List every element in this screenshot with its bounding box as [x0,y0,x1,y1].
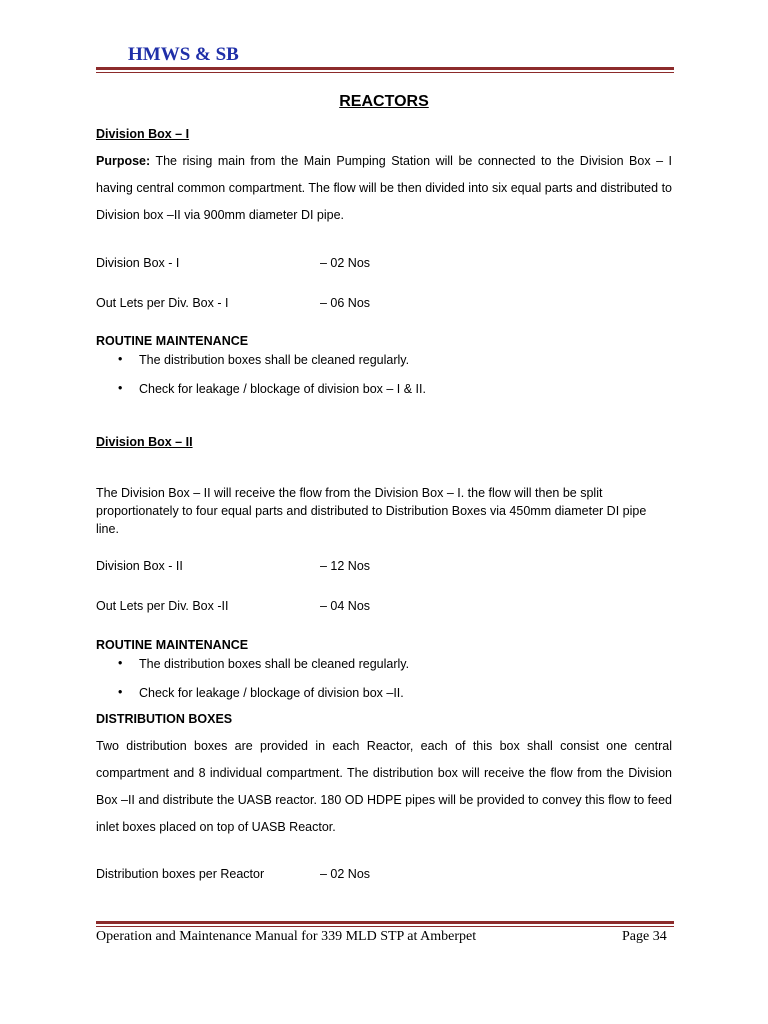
bullet-icon: • [118,685,123,699]
bullet-icon: • [118,656,123,670]
footer-manual-title: Operation and Maintenance Manual for 339 MLD STP at Amberpet [96,929,477,944]
row-value: – 02 Nos [320,867,371,881]
row-label: Out Lets per Div. Box -II [96,599,229,613]
distribution-boxes-paragraph: Two distribution boxes are provided in each Reactor, each of this box shall consist one central compartment and 8 individual compartment. The distribution box will receive the flow from the Division Box –II and distribute the UASB reactor. 180 OD HDPE pipes will be provided to convey this flow to feed inlet boxes placed on top of UASB Reactor. [96,739,672,834]
row-label: Out Lets per Div. Box - I [96,296,229,310]
header-title: HMWS & SB [128,44,239,65]
list-item: The distribution boxes shall be cleaned regularly. [139,353,410,367]
section-heading-division-box-1: Division Box – I [96,127,190,141]
division-box-2-paragraph: The Division Box – II will receive the flow from the Division Box – I. the flow will then be split proportionately to four equal parts and distributed to Distribution Boxes via 450mm diameter DI pipe line. [96,486,647,536]
list-item: The distribution boxes shall be cleaned regularly. [139,657,410,671]
section-heading-division-box-2: Division Box – II [96,435,193,449]
list-item: Check for leakage / blockage of division box – I & II. [139,382,426,396]
row-label: Division Box - II [96,559,183,573]
maintenance-heading: ROUTINE MAINTENANCE [96,334,249,348]
list-item: Check for leakage / blockage of division box –II. [139,686,404,700]
header-rule [96,67,674,73]
maintenance-heading: ROUTINE MAINTENANCE [96,638,249,652]
purpose-label: Purpose: [96,154,151,168]
bullet-icon: • [118,381,123,395]
purpose-paragraph [96,148,672,229]
row-value: – 06 Nos [320,296,371,310]
row-value: – 02 Nos [320,256,371,270]
page-title: REACTORS [339,93,429,110]
row-value: – 12 Nos [320,559,371,573]
purpose-text: The rising main from the Main Pumping Station will be connected to the Division Box – I having central common compartment. The flow will be then divided into six equal parts and distributed to Division box –II via 900mm diameter DI pipe. [96,154,672,222]
row-value: – 04 Nos [320,599,371,613]
footer-rule [96,921,674,927]
row-label: Division Box - I [96,256,180,270]
page-number: Page 34 [622,929,667,944]
row-label: Distribution boxes per Reactor [96,867,265,881]
section-heading-distribution-boxes: DISTRIBUTION BOXES [96,712,233,726]
bullet-icon: • [118,352,123,366]
